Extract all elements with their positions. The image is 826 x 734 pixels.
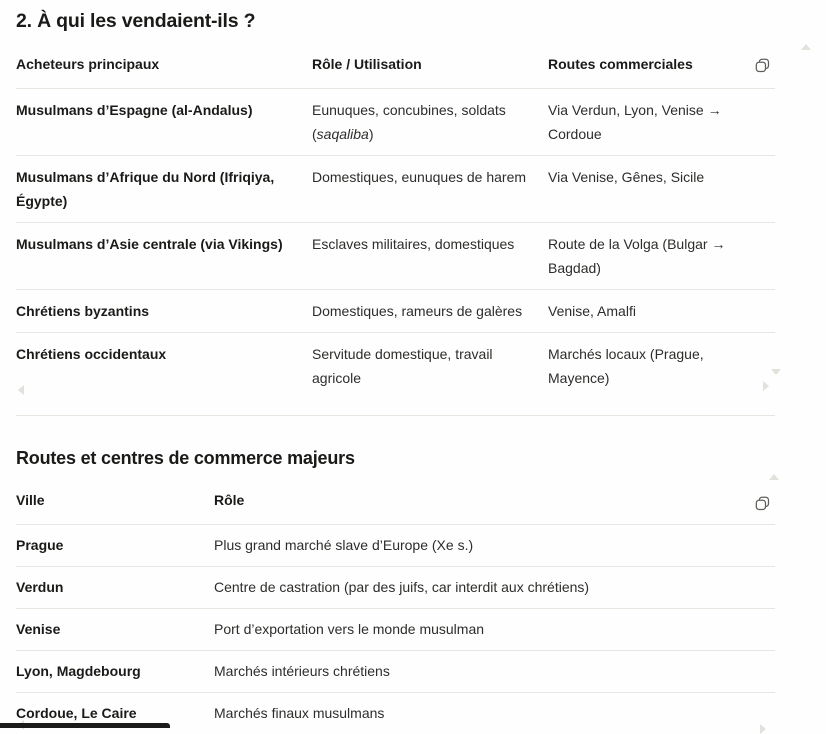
cell-role: Domestiques, rameurs de galères <box>312 303 523 319</box>
copy-table-button[interactable] <box>751 54 773 76</box>
cell-city: Prague <box>16 537 64 553</box>
cell-role: Port d’exportation vers le monde musulman <box>214 621 485 637</box>
table-scroll-hint-area <box>16 399 775 415</box>
cell-role: Marchés finaux musulmans <box>214 705 385 721</box>
cell-city: Cordoue, Le Caire <box>16 705 137 721</box>
cell-buyer: Musulmans d’Asie centrale (via Vikings) <box>16 236 283 252</box>
cell-role: Domestiques, eunuques de harem <box>312 169 527 185</box>
cell-text: ) <box>368 126 374 142</box>
cell-text: Eunuques, concubines, soldats ( <box>312 102 506 142</box>
cell-routes: Via Venise, Gênes, Sicile <box>548 169 705 185</box>
cell-role <box>312 89 548 155</box>
copy-icon <box>755 58 770 73</box>
table-row <box>16 290 775 333</box>
scroll-right-icon <box>760 724 766 734</box>
column-header-buyers: Acheteurs principaux <box>16 56 160 72</box>
column-header-routes: Routes commerciales <box>548 56 693 72</box>
table-row <box>16 89 775 156</box>
scroll-right-icon <box>763 381 769 391</box>
table-row <box>16 156 775 223</box>
copy-table-button[interactable] <box>751 492 773 514</box>
table-row <box>16 333 775 399</box>
cell-routes: Via Verdun, Lyon, Venise → Cordoue <box>548 102 722 142</box>
section1-heading: 2. À qui les vendaient-ils ? <box>16 10 256 32</box>
column-header-role: Rôle <box>214 492 245 508</box>
scroll-up-icon <box>801 44 811 50</box>
table-header-row <box>16 48 775 89</box>
cell-city: Venise <box>16 621 61 637</box>
cell-routes: Marchés locaux (Prague, Mayence) <box>548 346 704 386</box>
partial-bottom-element <box>0 723 170 728</box>
buyers-table <box>16 48 775 416</box>
italic-term: saqaliba <box>316 126 369 142</box>
copy-icon <box>755 496 770 511</box>
cell-buyer: Musulmans d’Afrique du Nord (Ifriqiya, Égypte) <box>16 169 275 209</box>
cell-buyer: Musulmans d’Espagne (al-Andalus) <box>16 102 253 118</box>
table-row <box>16 525 775 567</box>
scroll-left-icon <box>18 385 24 395</box>
cell-role: Marchés intérieurs chrétiens <box>214 663 390 679</box>
table-row <box>16 567 775 609</box>
scroll-down-icon <box>771 369 781 375</box>
table-row <box>16 651 775 693</box>
section2-heading: Routes et centres de commerce majeurs <box>16 448 355 468</box>
cell-role: Esclaves militaires, domestiques <box>312 236 515 252</box>
cell-role: Servitude domestique, travail agricole <box>312 346 493 386</box>
cell-routes: Venise, Amalfi <box>548 303 636 319</box>
scroll-up-icon <box>769 474 779 480</box>
cell-buyer: Chrétiens occidentaux <box>16 346 167 362</box>
cities-table <box>16 484 775 734</box>
cell-buyer: Chrétiens byzantins <box>16 303 150 319</box>
column-header-city: Ville <box>16 492 45 508</box>
table-row <box>16 223 775 290</box>
cell-role: Plus grand marché slave d’Europe (Xe s.) <box>214 537 474 553</box>
cell-role: Centre de castration (par des juifs, car interdit aux chrétiens) <box>214 579 590 595</box>
cell-routes: Route de la Volga (Bulgar → Bagdad) <box>548 236 726 276</box>
table-header-row <box>16 484 775 525</box>
column-header-role: Rôle / Utilisation <box>312 56 422 72</box>
cell-city: Lyon, Magdebourg <box>16 663 141 679</box>
cell-city: Verdun <box>16 579 64 595</box>
table-row <box>16 609 775 651</box>
